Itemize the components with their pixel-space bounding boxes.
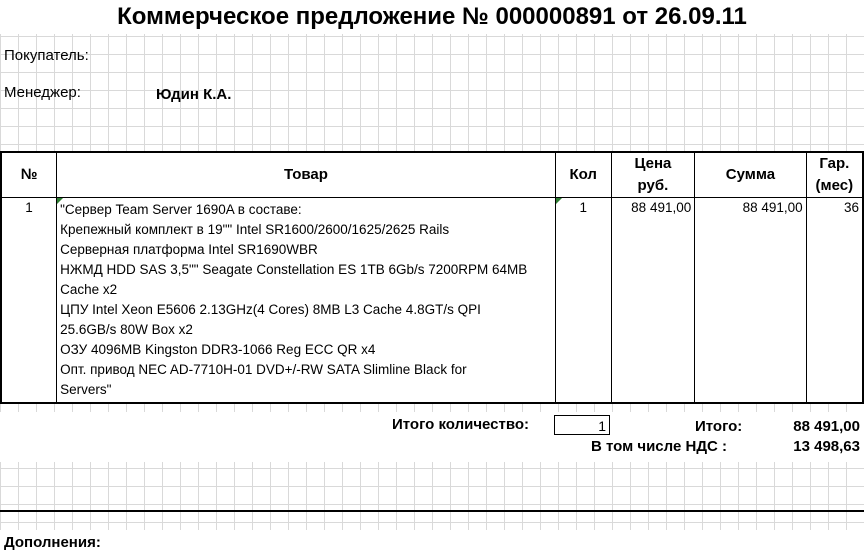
cell-warranty: 36 <box>806 198 863 404</box>
description-line: НЖМД HDD SAS 3,5"" Seagate Constellation ES 1TB 6Gb/s 7200RPM 64MB <box>60 262 528 277</box>
manager-value: Юдин К.А. <box>156 86 232 103</box>
header-num: № <box>1 152 57 198</box>
description-line: ЦПУ Intel Xeon E5606 2.13GHz(4 Cores) 8MB L3 Cache 4.8GT/s QPI <box>60 302 481 317</box>
header-sum: Сумма <box>695 152 806 198</box>
cell-num: 1 <box>1 198 57 404</box>
total-label: Итого: <box>695 418 743 435</box>
goods-table <box>0 151 864 404</box>
header-price-line1: Цена <box>634 155 672 172</box>
description-line: Серверная платформа Intel SR1690WBR <box>60 242 318 257</box>
header-price <box>611 152 695 198</box>
total-qty-value: 1 <box>554 415 610 435</box>
vat-label: В том числе НДС : <box>591 438 728 455</box>
description-line: Cache x2 <box>60 282 118 297</box>
header-warranty <box>806 152 863 198</box>
page-title: Коммерческое предложение № 000000891 от 26.09.11 <box>0 0 864 34</box>
description-line: Опт. привод NEC AD-7710H-01 DVD+/-RW SATA Slimline Black for <box>60 362 467 377</box>
cell-sum: 88 491,00 <box>695 198 806 404</box>
header-product: Товар <box>57 152 556 198</box>
cell-description <box>57 198 556 404</box>
header-warranty-line2: (мес) <box>815 177 854 194</box>
header-qty: Кол <box>555 152 611 198</box>
cell-qty: 1 <box>555 198 611 404</box>
description-line: "Сервер Team Server 1690A в составе: <box>60 202 302 217</box>
buyer-label: Покупатель: <box>4 47 89 64</box>
table-header-row <box>1 152 863 198</box>
description-line: Servers" <box>60 382 112 397</box>
table-row <box>1 198 863 404</box>
cell-price: 88 491,00 <box>611 198 695 404</box>
total-value: 88 491,00 <box>793 418 860 435</box>
divider <box>0 510 864 512</box>
description-line: Крепежный комплект в 19"" Intel SR1600/2600/1625/2625 Rails <box>60 222 450 237</box>
total-qty-label: Итого количество: <box>392 416 530 433</box>
description-line: 25.6GB/s 80W Box x2 <box>60 322 193 337</box>
description-line: ОЗУ 4096MB Kingston DDR3-1066 Reg ECC QR x4 <box>60 342 376 357</box>
vat-value: 13 498,63 <box>793 438 860 455</box>
additions-label: Дополнения: <box>4 534 101 551</box>
header-price-line2: руб. <box>637 177 669 194</box>
header-warranty-line1: Гар. <box>819 155 850 172</box>
manager-label: Менеджер: <box>4 84 81 101</box>
